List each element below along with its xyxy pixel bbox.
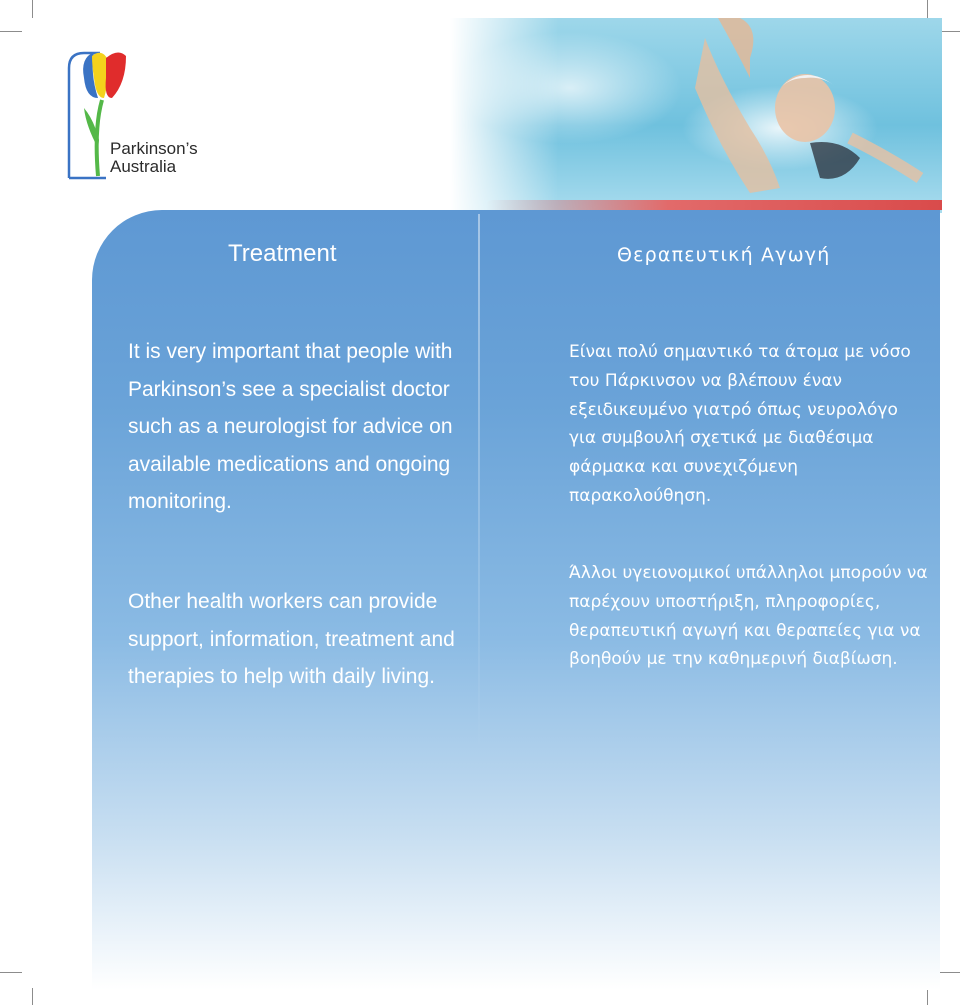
crop-mark-bottom-right-h — [940, 972, 960, 973]
column-divider — [478, 214, 480, 754]
crop-mark-top-right-v — [927, 0, 928, 18]
heading-greek: Θεραπευτική Αγωγή — [617, 244, 831, 266]
crop-mark-bottom-left-v — [32, 988, 33, 1005]
swimmer-figure-icon — [450, 18, 942, 213]
english-paragraph-2: Other health workers can provide support, information, treatment and therapies to help with daily living. — [128, 590, 455, 689]
greek-paragraph-1: Είναι πολύ σημαντικό τα άτομα με νόσο του Πάρκινσον να βλέπουν έναν εξειδικευμένο γιατρό όπως νευρολόγο για συμβουλή σχετικά με διαθέσιμα φάρμακα και συνεχιζόμενη παρακολούθηση. — [569, 342, 911, 506]
logo-line-2: Australia — [110, 157, 177, 176]
crop-mark-bottom-left-h — [0, 972, 22, 973]
greek-paragraph-2: Άλλοι υγειονομικοί υπάλληλοι μπορούν να παρέχουν υποστήριξη, πληροφορίες, θεραπευτική αγωγή και θεραπείες για να βοηθούν με την καθημερινή διαβίωση. — [569, 563, 928, 670]
english-paragraph-1: It is very important that people with Parkinson’s see a specialist doctor such as a neurologist for advice on available medications and ongoing monitoring. — [128, 340, 453, 514]
crop-mark-top-left-h — [0, 31, 22, 32]
logo-text — [110, 140, 198, 176]
swimming-photo — [450, 18, 942, 213]
crop-mark-top-left-v — [32, 0, 33, 18]
crop-mark-top-right-h — [940, 31, 960, 32]
panel-accent-rim — [486, 200, 942, 210]
crop-mark-bottom-right-v — [927, 988, 928, 1005]
parkinsons-australia-logo — [64, 48, 224, 188]
heading-english: Treatment — [228, 240, 337, 267]
logo-line-1: Parkinson’s — [110, 139, 198, 158]
